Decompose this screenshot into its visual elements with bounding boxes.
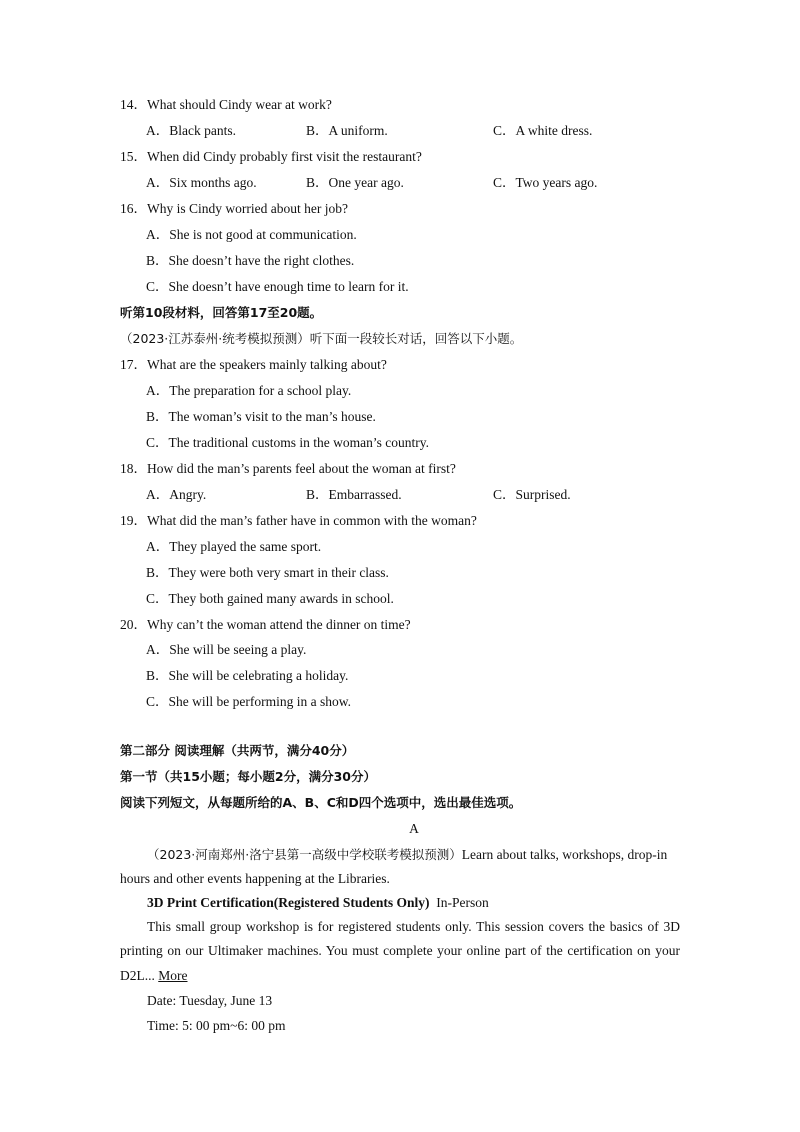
question-14-stem: 14．What should Cindy wear at work? [120,97,332,112]
question-16-option-b: B．She doesn’t have the right clothes. [146,253,355,268]
question-15-option-c: C．Two years ago. [493,175,598,190]
reading-instruction: 阅读下列短文，从每题所给的A、B、C和D四个选项中，选出最佳选项。 [120,795,522,810]
event-title: 3D Print Certification(Registered Students Only) [147,895,430,910]
event-heading [147,894,489,912]
event-description-text: This small group workshop is for registered students only. This session covers the basics of 3D printing on our Ultimaker machines. You must complete your online part of the certification on your D2L... [120,919,680,983]
question-18-option-a: A．Angry. [146,487,207,502]
question-19-option-c: C．They both gained many awards in school. [146,591,394,606]
question-17-option-a: A．The preparation for a school play. [146,383,352,398]
event-description [120,915,680,988]
question-14-option-c: C．A white dress. [493,123,593,138]
passage-source: （2023·河南郑州·洛宁县第一高级中学校联考模拟预测） [147,847,462,862]
question-19-option-a: A．They played the same sport. [146,539,322,554]
passage-letter: A [409,821,419,836]
question-16-option-c: C．She doesn’t have enough time to learn for it. [146,279,409,294]
listening-section-10-heading: 听第10段材料，回答第17至20题。 [120,305,323,320]
question-17-option-c: C．The traditional customs in the woman’s country. [146,435,429,450]
question-18-option-c: C．Surprised. [493,487,571,502]
question-19-stem: 19．What did the man’s father have in common with the woman? [120,513,477,528]
question-18-stem: 18．How did the man’s parents feel about the woman at first? [120,461,456,476]
question-20-option-c: C．She will be performing in a show. [146,694,351,709]
question-14-option-a: A．Black pants. [146,123,236,138]
question-16-option-a: A．She is not good at communication. [146,227,357,242]
question-15-option-a: A．Six months ago. [146,175,257,190]
question-18-option-b: B．Embarrassed. [306,487,402,502]
question-19-option-b: B．They were both very smart in their class. [146,565,389,580]
listening-section-10-source: （2023·江苏泰州·统考模拟预测）听下面一段较长对话，回答以下小题。 [120,331,523,346]
question-16-stem: 16．Why is Cindy worried about her job? [120,201,348,216]
passage-intro [120,843,680,892]
question-15-option-b: B．One year ago. [306,175,404,190]
event-mode: In-Person [436,895,489,910]
question-17-option-b: B．The woman’s visit to the man’s house. [146,409,376,424]
reading-section-title: 第一节（共15小题；每小题2分，满分30分） [120,769,376,784]
question-20-stem: 20．Why can’t the woman attend the dinner on time? [120,617,411,632]
question-15-stem: 15．When did Cindy probably first visit the restaurant? [120,149,422,164]
reading-part-title: 第二部分 阅读理解（共两节，满分40分） [120,743,355,758]
event-time: Time: 5: 00 pm~6: 00 pm [147,1018,286,1033]
event-date: Date: Tuesday, June 13 [147,993,273,1008]
more-link[interactable]: More [158,967,188,983]
question-20-option-b: B．She will be celebrating a holiday. [146,668,349,683]
passage-intro-text: Learn about talks, workshops, drop-in hours and other events happening at the Libraries. [120,847,668,887]
question-20-option-a: A．She will be seeing a play. [146,642,307,657]
question-17-stem: 17．What are the speakers mainly talking about? [120,357,387,372]
question-14-option-b: B．A uniform. [306,123,388,138]
